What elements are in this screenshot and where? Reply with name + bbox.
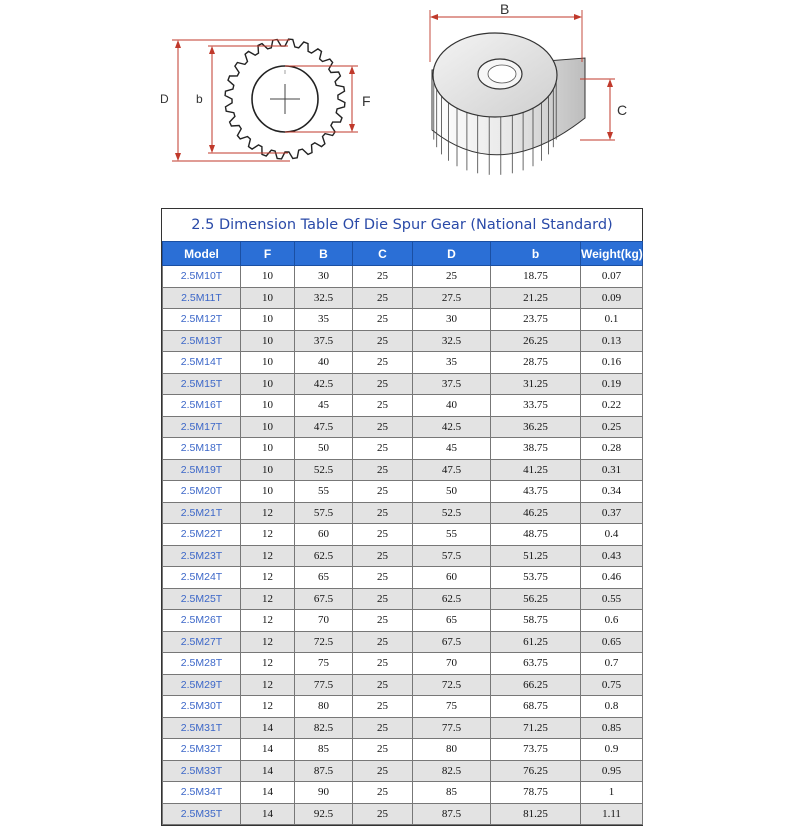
value-cell: 10	[241, 395, 295, 417]
model-cell: 2.5M12T	[163, 309, 241, 331]
table-row	[163, 653, 643, 675]
value-cell: 10	[241, 416, 295, 438]
value-cell: 0.6	[581, 610, 643, 632]
value-cell: 0.95	[581, 760, 643, 782]
value-cell: 31.25	[491, 373, 581, 395]
value-cell: 33.75	[491, 395, 581, 417]
value-cell: 0.25	[581, 416, 643, 438]
value-cell: 12	[241, 631, 295, 653]
value-cell: 25	[353, 266, 413, 288]
value-cell: 67.5	[295, 588, 353, 610]
value-cell: 0.55	[581, 588, 643, 610]
value-cell: 10	[241, 459, 295, 481]
value-cell: 25	[413, 266, 491, 288]
value-cell: 65	[413, 610, 491, 632]
table-row	[163, 502, 643, 524]
value-cell: 85	[295, 739, 353, 761]
value-cell: 73.75	[491, 739, 581, 761]
gear-spec-table	[162, 241, 643, 825]
value-cell: 66.25	[491, 674, 581, 696]
value-cell: 0.16	[581, 352, 643, 374]
value-cell: 30	[295, 266, 353, 288]
value-cell: 40	[295, 352, 353, 374]
table-row	[163, 524, 643, 546]
value-cell: 70	[295, 610, 353, 632]
table-body	[163, 266, 643, 825]
model-cell: 2.5M25T	[163, 588, 241, 610]
table-row	[163, 352, 643, 374]
table-row	[163, 395, 643, 417]
value-cell: 82.5	[413, 760, 491, 782]
value-cell: 21.25	[491, 287, 581, 309]
model-cell: 2.5M24T	[163, 567, 241, 589]
value-cell: 36.25	[491, 416, 581, 438]
model-cell: 2.5M18T	[163, 438, 241, 460]
value-cell: 57.5	[413, 545, 491, 567]
value-cell: 70	[413, 653, 491, 675]
value-cell: 0.22	[581, 395, 643, 417]
value-cell: 68.75	[491, 696, 581, 718]
value-cell: 25	[353, 330, 413, 352]
table-header-row	[163, 242, 643, 266]
value-cell: 81.25	[491, 803, 581, 825]
value-cell: 0.31	[581, 459, 643, 481]
value-cell: 25	[353, 352, 413, 374]
value-cell: 25	[353, 588, 413, 610]
table-row	[163, 459, 643, 481]
value-cell: 12	[241, 696, 295, 718]
value-cell: 12	[241, 588, 295, 610]
value-cell: 25	[353, 481, 413, 503]
value-cell: 12	[241, 610, 295, 632]
table-row	[163, 674, 643, 696]
table-row	[163, 717, 643, 739]
value-cell: 62.5	[413, 588, 491, 610]
model-cell: 2.5M27T	[163, 631, 241, 653]
value-cell: 14	[241, 739, 295, 761]
value-cell: 56.25	[491, 588, 581, 610]
value-cell: 42.5	[295, 373, 353, 395]
value-cell: 25	[353, 502, 413, 524]
model-cell: 2.5M23T	[163, 545, 241, 567]
value-cell: 52.5	[295, 459, 353, 481]
value-cell: 35	[295, 309, 353, 331]
value-cell: 50	[295, 438, 353, 460]
value-cell: 23.75	[491, 309, 581, 331]
label-D: D	[160, 92, 169, 106]
value-cell: 14	[241, 803, 295, 825]
value-cell: 25	[353, 309, 413, 331]
value-cell: 0.75	[581, 674, 643, 696]
value-cell: 37.5	[413, 373, 491, 395]
table-row	[163, 373, 643, 395]
value-cell: 53.75	[491, 567, 581, 589]
table-row	[163, 481, 643, 503]
value-cell: 0.85	[581, 717, 643, 739]
value-cell: 1.11	[581, 803, 643, 825]
column-header: b	[491, 242, 581, 266]
value-cell: 45	[413, 438, 491, 460]
table-row	[163, 309, 643, 331]
table-row	[163, 330, 643, 352]
value-cell: 0.37	[581, 502, 643, 524]
value-cell: 76.25	[491, 760, 581, 782]
value-cell: 52.5	[413, 502, 491, 524]
value-cell: 0.13	[581, 330, 643, 352]
value-cell: 87.5	[413, 803, 491, 825]
value-cell: 25	[353, 760, 413, 782]
value-cell: 25	[353, 373, 413, 395]
value-cell: 25	[353, 438, 413, 460]
value-cell: 60	[295, 524, 353, 546]
value-cell: 10	[241, 309, 295, 331]
model-cell: 2.5M21T	[163, 502, 241, 524]
value-cell: 92.5	[295, 803, 353, 825]
side-gear-view	[432, 33, 585, 175]
value-cell: 25	[353, 610, 413, 632]
value-cell: 85	[413, 782, 491, 804]
table-row	[163, 803, 643, 825]
model-cell: 2.5M35T	[163, 803, 241, 825]
gear-diagram	[0, 0, 800, 200]
value-cell: 87.5	[295, 760, 353, 782]
value-cell: 82.5	[295, 717, 353, 739]
value-cell: 25	[353, 653, 413, 675]
label-B: B	[500, 1, 510, 17]
table-row	[163, 760, 643, 782]
value-cell: 75	[413, 696, 491, 718]
model-cell: 2.5M22T	[163, 524, 241, 546]
value-cell: 12	[241, 545, 295, 567]
value-cell: 47.5	[295, 416, 353, 438]
value-cell: 1	[581, 782, 643, 804]
dimension-table	[161, 208, 643, 826]
value-cell: 46.25	[491, 502, 581, 524]
value-cell: 90	[295, 782, 353, 804]
value-cell: 0.19	[581, 373, 643, 395]
value-cell: 10	[241, 438, 295, 460]
value-cell: 45	[295, 395, 353, 417]
value-cell: 0.34	[581, 481, 643, 503]
table-row	[163, 545, 643, 567]
value-cell: 60	[413, 567, 491, 589]
value-cell: 42.5	[413, 416, 491, 438]
column-header: B	[295, 242, 353, 266]
value-cell: 78.75	[491, 782, 581, 804]
value-cell: 63.75	[491, 653, 581, 675]
value-cell: 50	[413, 481, 491, 503]
value-cell: 38.75	[491, 438, 581, 460]
value-cell: 12	[241, 524, 295, 546]
value-cell: 43.75	[491, 481, 581, 503]
value-cell: 14	[241, 760, 295, 782]
value-cell: 0.28	[581, 438, 643, 460]
gear-drawing	[0, 0, 800, 200]
value-cell: 57.5	[295, 502, 353, 524]
value-cell: 48.75	[491, 524, 581, 546]
model-cell: 2.5M34T	[163, 782, 241, 804]
table-row	[163, 416, 643, 438]
value-cell: 62.5	[295, 545, 353, 567]
value-cell: 55	[413, 524, 491, 546]
model-cell: 2.5M28T	[163, 653, 241, 675]
value-cell: 0.1	[581, 309, 643, 331]
label-F: F	[362, 93, 371, 109]
table-title: 2.5 Dimension Table Of Die Spur Gear (National Standard)	[191, 217, 613, 233]
value-cell: 25	[353, 631, 413, 653]
table-row	[163, 567, 643, 589]
value-cell: 25	[353, 545, 413, 567]
value-cell: 61.25	[491, 631, 581, 653]
value-cell: 0.07	[581, 266, 643, 288]
value-cell: 26.25	[491, 330, 581, 352]
table-row	[163, 696, 643, 718]
value-cell: 72.5	[295, 631, 353, 653]
label-C: C	[617, 102, 628, 118]
model-cell: 2.5M33T	[163, 760, 241, 782]
value-cell: 77.5	[413, 717, 491, 739]
table-row	[163, 610, 643, 632]
value-cell: 30	[413, 309, 491, 331]
table-row	[163, 739, 643, 761]
value-cell: 25	[353, 696, 413, 718]
model-cell: 2.5M32T	[163, 739, 241, 761]
value-cell: 0.4	[581, 524, 643, 546]
value-cell: 27.5	[413, 287, 491, 309]
value-cell: 80	[295, 696, 353, 718]
model-cell: 2.5M10T	[163, 266, 241, 288]
model-cell: 2.5M17T	[163, 416, 241, 438]
value-cell: 25	[353, 416, 413, 438]
model-cell: 2.5M13T	[163, 330, 241, 352]
value-cell: 25	[353, 567, 413, 589]
value-cell: 18.75	[491, 266, 581, 288]
column-header: D	[413, 242, 491, 266]
model-cell: 2.5M14T	[163, 352, 241, 374]
value-cell: 25	[353, 782, 413, 804]
value-cell: 25	[353, 524, 413, 546]
value-cell: 25	[353, 717, 413, 739]
value-cell: 80	[413, 739, 491, 761]
value-cell: 0.9	[581, 739, 643, 761]
value-cell: 12	[241, 674, 295, 696]
dim-C	[580, 79, 627, 140]
model-cell: 2.5M26T	[163, 610, 241, 632]
model-cell: 2.5M15T	[163, 373, 241, 395]
value-cell: 12	[241, 567, 295, 589]
table-row	[163, 438, 643, 460]
table-row	[163, 588, 643, 610]
value-cell: 55	[295, 481, 353, 503]
model-cell: 2.5M16T	[163, 395, 241, 417]
column-header: Weight(kg)	[581, 242, 643, 266]
value-cell: 28.75	[491, 352, 581, 374]
label-b: b	[196, 92, 203, 106]
value-cell: 0.8	[581, 696, 643, 718]
model-cell: 2.5M30T	[163, 696, 241, 718]
value-cell: 77.5	[295, 674, 353, 696]
column-header: Model	[163, 242, 241, 266]
column-header: C	[353, 242, 413, 266]
model-cell: 2.5M29T	[163, 674, 241, 696]
value-cell: 10	[241, 481, 295, 503]
value-cell: 0.65	[581, 631, 643, 653]
value-cell: 0.43	[581, 545, 643, 567]
value-cell: 14	[241, 782, 295, 804]
value-cell: 35	[413, 352, 491, 374]
value-cell: 12	[241, 502, 295, 524]
front-gear-view	[225, 39, 345, 159]
table-row	[163, 631, 643, 653]
value-cell: 10	[241, 266, 295, 288]
value-cell: 41.25	[491, 459, 581, 481]
value-cell: 72.5	[413, 674, 491, 696]
value-cell: 51.25	[491, 545, 581, 567]
value-cell: 10	[241, 330, 295, 352]
value-cell: 67.5	[413, 631, 491, 653]
value-cell: 0.46	[581, 567, 643, 589]
value-cell: 75	[295, 653, 353, 675]
value-cell: 25	[353, 459, 413, 481]
value-cell: 47.5	[413, 459, 491, 481]
table-row	[163, 266, 643, 288]
value-cell: 0.09	[581, 287, 643, 309]
value-cell: 10	[241, 287, 295, 309]
model-cell: 2.5M11T	[163, 287, 241, 309]
model-cell: 2.5M20T	[163, 481, 241, 503]
value-cell: 12	[241, 653, 295, 675]
model-cell: 2.5M19T	[163, 459, 241, 481]
column-header: F	[241, 242, 295, 266]
value-cell: 25	[353, 674, 413, 696]
value-cell: 25	[353, 395, 413, 417]
value-cell: 65	[295, 567, 353, 589]
value-cell: 10	[241, 373, 295, 395]
value-cell: 25	[353, 803, 413, 825]
value-cell: 10	[241, 352, 295, 374]
value-cell: 71.25	[491, 717, 581, 739]
value-cell: 25	[353, 739, 413, 761]
value-cell: 0.7	[581, 653, 643, 675]
value-cell: 37.5	[295, 330, 353, 352]
model-cell: 2.5M31T	[163, 717, 241, 739]
table-row	[163, 287, 643, 309]
value-cell: 14	[241, 717, 295, 739]
value-cell: 32.5	[295, 287, 353, 309]
value-cell: 25	[353, 287, 413, 309]
value-cell: 58.75	[491, 610, 581, 632]
value-cell: 32.5	[413, 330, 491, 352]
value-cell: 40	[413, 395, 491, 417]
